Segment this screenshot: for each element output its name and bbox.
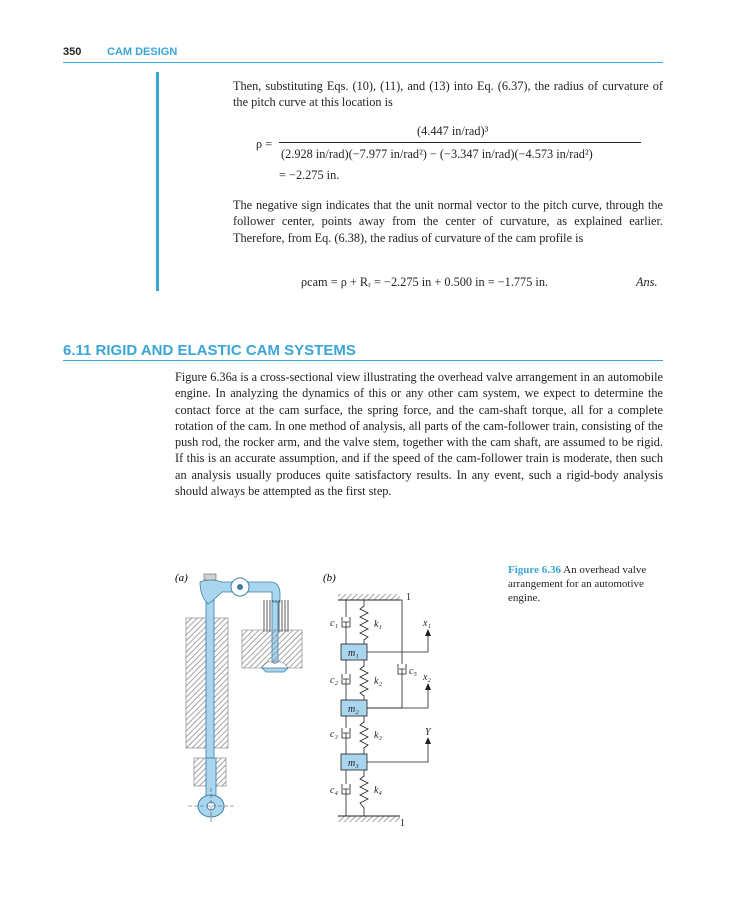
push-rod (206, 598, 214, 758)
ground-top-label: 1 (406, 592, 411, 603)
panel-b-label: (b) (323, 572, 336, 584)
label-x1: x₁ (423, 618, 431, 629)
ground-bottom-label: 1 (400, 818, 405, 829)
label-m1: m₁ (348, 648, 359, 659)
result: = −2.275 in. (279, 168, 340, 182)
label-c1: c₁ (330, 618, 338, 629)
lumped-model (330, 592, 432, 829)
label-m3: m₃ (348, 758, 359, 769)
section-heading: 6.11 RIGID AND ELASTIC CAM SYSTEMS (63, 342, 356, 359)
label-c3: c₃ (330, 729, 338, 740)
fraction-bar (279, 142, 641, 143)
lifter-guide-right (216, 758, 226, 786)
rocker-pivot-center (237, 584, 243, 590)
section-rule (63, 360, 663, 361)
section-body: Figure 6.36a is a cross-sectional view illustrating the overhead valve arrangement in an automobile engine. In analyzing the dynamics of this or any other cam system, we expect to determine the contact force at the cam surface, the spring force, and the cam-shaft torque, all for a complete rotation of the cam. In one method of analysis, all parts of the cam-follower train, consisting of the push rod, the rocker arm, and the valve stem, together with the cam shaft, are assumed to be rigid. If this is an accurate assumption, and if the speed of the cam-follower train is moderate, then such an analysis usually produces quite satisfactory results. In any event, such a rigid-body analysis should always be attempted as the first step. (175, 370, 663, 499)
label-k2: k₂ (374, 676, 382, 687)
block-wall-right (214, 618, 228, 748)
ground-top (338, 594, 400, 600)
label-c4: c₄ (330, 785, 338, 796)
label-y: Y (425, 727, 431, 738)
engine-cross-section (186, 574, 302, 824)
ground-bottom (338, 816, 400, 822)
example-intro: Then, substituting Eqs. (10), (11), and (13) into Eq. (6.37), the radius of curvature of the pitch curve at this location is (233, 79, 663, 110)
example-sidebar-bar (156, 72, 159, 291)
panel-a-label: (a) (175, 572, 188, 584)
label-x2: x₂ (423, 672, 431, 683)
ans-label: Ans. (636, 275, 658, 289)
caption-label: Figure 6.36 (508, 564, 561, 576)
label-m2: m₂ (348, 704, 359, 715)
caption-text: An overhead valve arrangement for an automotive engine. (508, 564, 647, 604)
label-k3: k₃ (374, 730, 382, 741)
header-rule (63, 62, 663, 63)
lifter-guide-left (194, 758, 206, 786)
cylinder-head (242, 630, 302, 668)
fraction-denominator: (2.928 in/rad)(−7.977 in/rad²) − (−3.347 in/rad)(−4.573 in/rad²) (281, 147, 593, 161)
block-wall-left (186, 618, 206, 748)
label-c5: c₅ (409, 666, 417, 677)
adjuster-nut (204, 574, 216, 580)
figure-6-36 (170, 560, 460, 835)
rho-lhs: ρ = (256, 137, 273, 151)
label-k4: k₄ (374, 785, 382, 796)
figure-caption (508, 563, 663, 605)
page-number: 350 (63, 46, 82, 58)
fraction-numerator: (4.447 in/rad)³ (417, 124, 489, 138)
label-k1: k₁ (374, 619, 382, 630)
displacement-arrows (367, 634, 428, 762)
example-explanation: The negative sign indicates that the unit normal vector to the pitch curve, through the follower center, points away from the center of curvature, as explained earlier. Therefore, from Eq. (6.38), the radius of curvature of the cam profile is (233, 198, 663, 245)
running-title: CAM DESIGN (107, 46, 178, 58)
valve-head (262, 668, 288, 672)
label-c2: c₂ (330, 675, 338, 686)
final-equation: ρcam = ρ + Rᵣ = −2.275 in + 0.500 in = −1.775 in. (301, 275, 549, 289)
